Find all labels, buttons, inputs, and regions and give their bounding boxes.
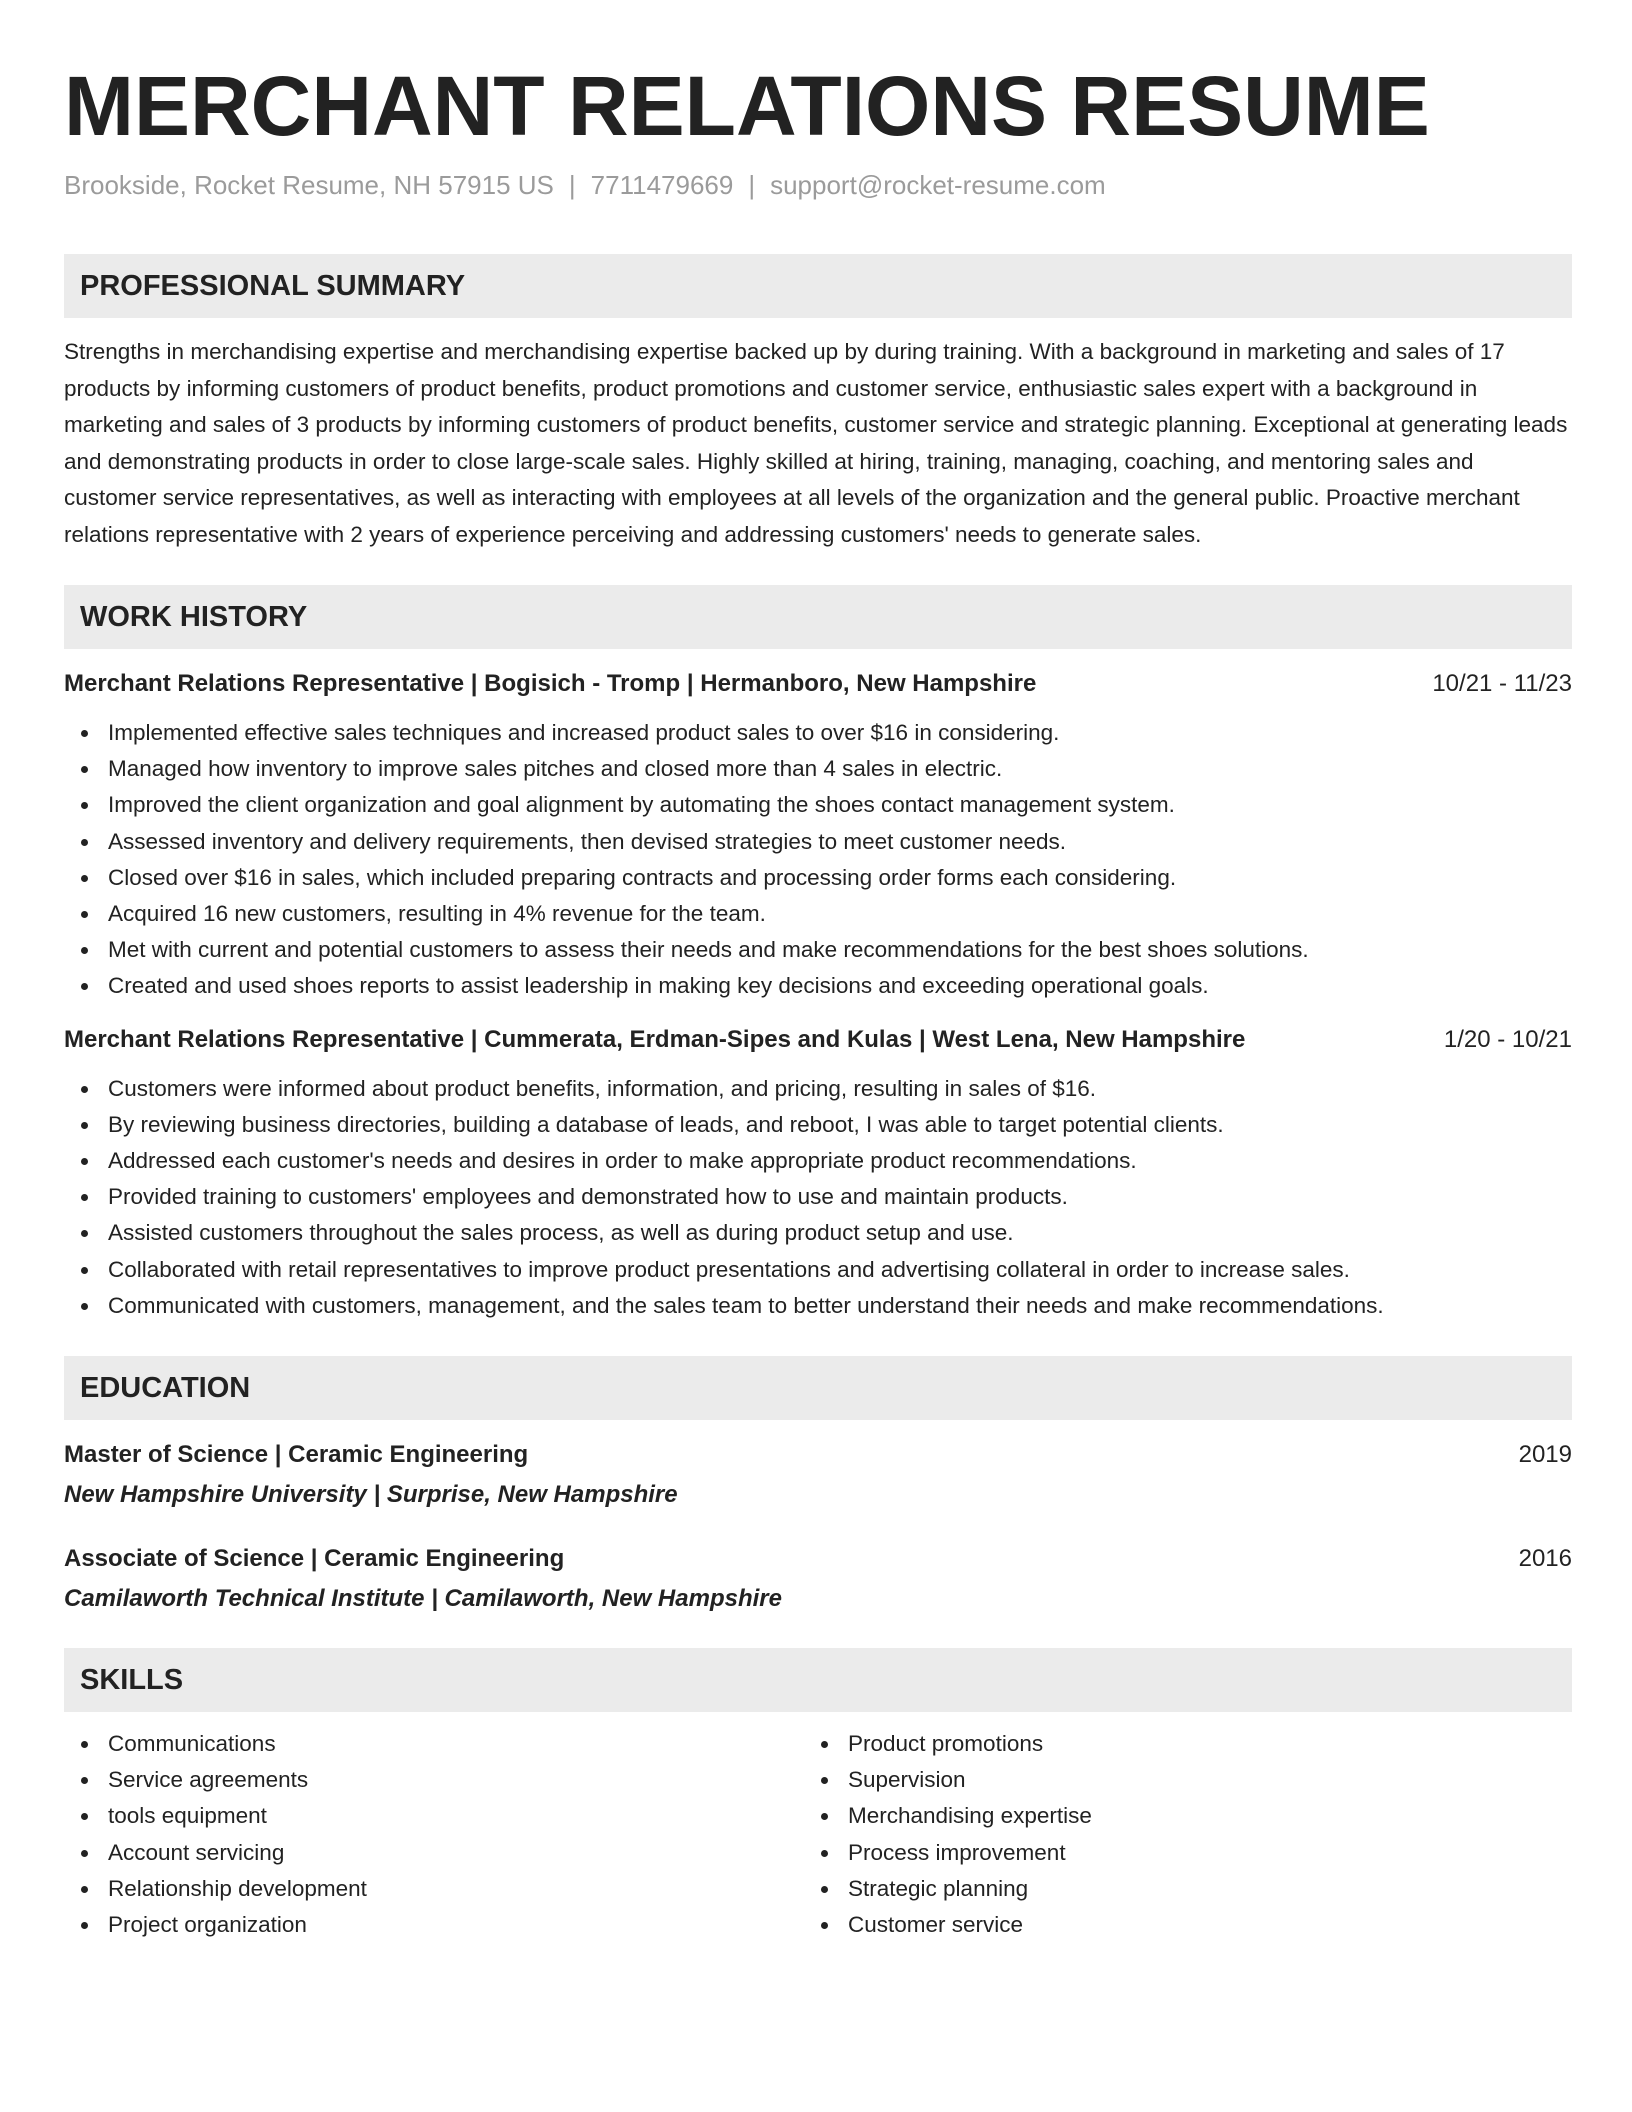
job-title: Merchant Relations Representative | Bogisich - Tromp | Hermanboro, New Hampshire bbox=[64, 670, 1037, 697]
list-item: Assessed inventory and delivery requirements, then devised strategies to meet customer needs. bbox=[64, 824, 1572, 860]
list-item: Created and used shoes reports to assist leadership in making key decisions and exceeding operational goals. bbox=[64, 968, 1572, 1004]
education-school: New Hampshire University | Surprise, New Hampshire bbox=[64, 1481, 678, 1509]
skill-item: Communications bbox=[64, 1726, 804, 1762]
job-header bbox=[64, 667, 1572, 701]
skill-item: Project organization bbox=[64, 1907, 804, 1943]
list-item: Implemented effective sales techniques and increased product sales to over $16 in considering. bbox=[64, 715, 1572, 751]
skill-item: Account servicing bbox=[64, 1835, 804, 1871]
list-item: Met with current and potential customers to assess their needs and make recommendations for the best shoes solutions. bbox=[64, 932, 1572, 968]
skill-item: Supervision bbox=[804, 1762, 1544, 1798]
skill-item: Strategic planning bbox=[804, 1871, 1544, 1907]
skills-column-left bbox=[64, 1726, 804, 1943]
list-item: Acquired 16 new customers, resulting in 4% revenue for the team. bbox=[64, 896, 1572, 932]
contact-email[interactable]: support@rocket-resume.com bbox=[770, 170, 1106, 200]
job-dates: 1/20 - 10/21 bbox=[1443, 1025, 1572, 1053]
section-header-summary: PROFESSIONAL SUMMARY bbox=[64, 254, 1572, 318]
education-entry-header bbox=[64, 1438, 1572, 1472]
education-year: 2019 bbox=[1518, 1441, 1572, 1469]
list-item: Communicated with customers, management, and the sales team to better understand their needs and make recommendations. bbox=[64, 1288, 1572, 1324]
list-item: Collaborated with retail representatives to improve product presentations and advertising collateral in order to increase sales. bbox=[64, 1252, 1572, 1288]
skills-column-right bbox=[804, 1726, 1544, 1943]
list-item: Addressed each customer's needs and desires in order to make appropriate product recommendations. bbox=[64, 1143, 1572, 1179]
skills-grid bbox=[64, 1726, 1572, 1943]
education-degree: Associate of Science | Ceramic Engineering bbox=[64, 1545, 565, 1573]
skill-item: Relationship development bbox=[64, 1871, 804, 1907]
skills-list bbox=[64, 1726, 804, 1943]
skill-item: Service agreements bbox=[64, 1762, 804, 1798]
contact-line bbox=[64, 168, 1572, 202]
list-item: By reviewing business directories, building a database of leads, and reboot, I was able to target potential clients. bbox=[64, 1107, 1572, 1143]
education-year: 2016 bbox=[1518, 1545, 1572, 1573]
skill-item: Product promotions bbox=[804, 1726, 1544, 1762]
job-title: Merchant Relations Representative | Cummerata, Erdman-Sipes and Kulas | West Lena, New Hampshire bbox=[64, 1025, 1246, 1053]
skill-item: Process improvement bbox=[804, 1835, 1544, 1871]
education-school: Camilaworth Technical Institute | Camilaworth, New Hampshire bbox=[64, 1585, 782, 1613]
contact-separator: | bbox=[748, 170, 756, 200]
contact-address: Brookside, Rocket Resume, NH 57915 US bbox=[64, 170, 554, 200]
list-item: Assisted customers throughout the sales process, as well as during product setup and use. bbox=[64, 1215, 1572, 1251]
section-header-skills: SKILLS bbox=[64, 1648, 1572, 1712]
list-item: Managed how inventory to improve sales pitches and closed more than 4 sales in electric. bbox=[64, 751, 1572, 787]
list-item: Customers were informed about product benefits, information, and pricing, resulting in sales of $16. bbox=[64, 1071, 1572, 1107]
section-header-work-history: WORK HISTORY bbox=[64, 585, 1572, 649]
section-header-education: EDUCATION bbox=[64, 1356, 1572, 1420]
job-dates: 10/21 - 11/23 bbox=[1432, 670, 1572, 697]
skill-item: Customer service bbox=[804, 1907, 1544, 1943]
resume-page bbox=[64, 0, 1572, 1943]
list-item: Improved the client organization and goal alignment by automating the shoes contact management system. bbox=[64, 787, 1572, 823]
contact-separator: | bbox=[568, 170, 576, 200]
list-item: Provided training to customers' employees and demonstrated how to use and maintain products. bbox=[64, 1179, 1572, 1215]
list-item: Closed over $16 in sales, which included preparing contracts and processing order forms each considering. bbox=[64, 860, 1572, 896]
education-degree: Master of Science | Ceramic Engineering bbox=[64, 1441, 529, 1469]
contact-phone: 7711479669 bbox=[590, 170, 734, 200]
job-bullet-list bbox=[64, 1071, 1572, 1324]
skill-item: Merchandising expertise bbox=[804, 1798, 1544, 1834]
skills-list bbox=[804, 1726, 1544, 1943]
education-entry-header bbox=[64, 1542, 1572, 1576]
resume-title: MERCHANT RELATIONS RESUME bbox=[64, 59, 1430, 153]
job-header bbox=[64, 1023, 1572, 1057]
job-bullet-list bbox=[64, 715, 1572, 1005]
skill-item: tools equipment bbox=[64, 1798, 804, 1834]
summary-paragraph: Strengths in merchandising expertise and merchandising expertise backed up by during training. With a background in marketing and sales of 17 products by informing customers of product benefits, product promotions and customer service, enthusiastic sales expert with a background in marketing and sales of 3 products by informing customers of product benefits, customer service and strategic planning. Exceptional at generating leads and demonstrating products in order to close large-scale sales. Highly skilled at hiring, training, managing, coaching, and mentoring sales and customer service representatives, as well as interacting with employees at all levels of the organization and the general public. Proactive merchant relations representative with 2 years of experience perceiving and addressing customers' needs to generate sales. bbox=[64, 339, 1568, 547]
